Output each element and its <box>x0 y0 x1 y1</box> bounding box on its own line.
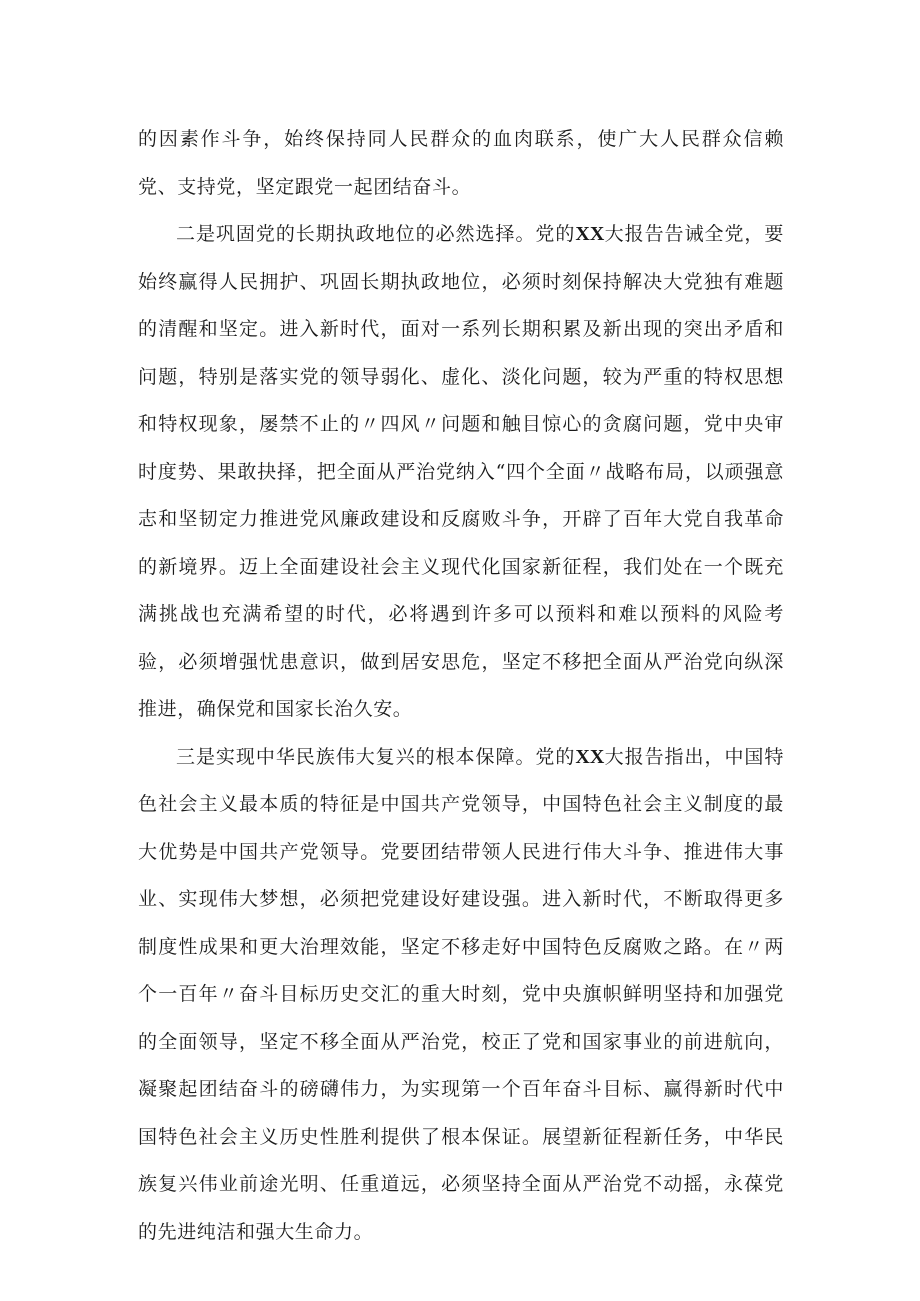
paragraph-suffix: 大报告告诫全党，要始终赢得人民拥护、巩固长期执政地位，必须时刻保持解决大党独有难题的清醒和坚定。进入新时代，面对一系列长期积累及新出现的突出矛盾和问题，特别是落实党的领导弱化、虚化、淡化问题，较为严重的特权思想和特权现象，屡禁不止的〃四风〃问题和触目惊心的贪腐问题，党中央审时度势、果敢抉择，把全面从严治党纳入“四个全面〃战略布局，以顽强意志和坚韧定力推进党风廉政建设和反腐败斗争，开辟了百年大党自我革命的新境界。迈上全面建设社会主义现代化国家新征程，我们处在一个既充满挑战也充满希望的时代，必将遇到许多可以预料和难以预料的风险考验，必须增强忧患意识，做到居安思危，坚定不移把全面从严治党向纵深推进，确保党和国家长治久安。 <box>138 223 784 720</box>
report-placeholder-bold: XX <box>575 223 605 245</box>
paragraph-text: 的因素作斗争，始终保持同人民群众的血肉联系，使广大人民群众信赖党、支持党，坚定跟党一起团结奋斗。 <box>138 128 784 198</box>
paragraph-prefix: 三是实现中华民族伟大复兴的根本保障。党的 <box>176 745 576 768</box>
paragraph-3 <box>138 734 784 1257</box>
paragraph-suffix: 大报告指出，中国特色社会主义最本质的特征是中国共产党领导，中国特色社会主义制度的最大优势是中国共产党领导。党要团结带领人民进行伟大斗争、推进伟大事业、实现伟大梦想，必须把党建设好建设强。进入新时代，不断取得更多制度性成果和更大治理效能，坚定不移走好中国特色反腐败之路。在〃两个一百年〃奋斗目标历史交汇的重大时刻，党中央旗帜鲜明坚持和加强党的全面领导，坚定不移全面从严治党，校正了党和国家事业的前进航向，凝聚起团结奋斗的磅礴伟力，为实现第一个百年奋斗目标、赢得新时代中国特色社会主义历史性胜利提供了根本保证。展望新征程新任务，中华民族复兴伟业前途光明、任重道远，必须坚持全面从严治党不动摇，永葆党的先进纯洁和强大生命力。 <box>138 745 784 1243</box>
paragraph-continued <box>138 116 784 211</box>
paragraph-2 <box>138 211 784 734</box>
paragraph-prefix: 二是巩固党的长期执政地位的必然选择。党的 <box>176 223 576 245</box>
report-placeholder-bold: XX <box>575 745 605 768</box>
document-body <box>138 116 784 1256</box>
